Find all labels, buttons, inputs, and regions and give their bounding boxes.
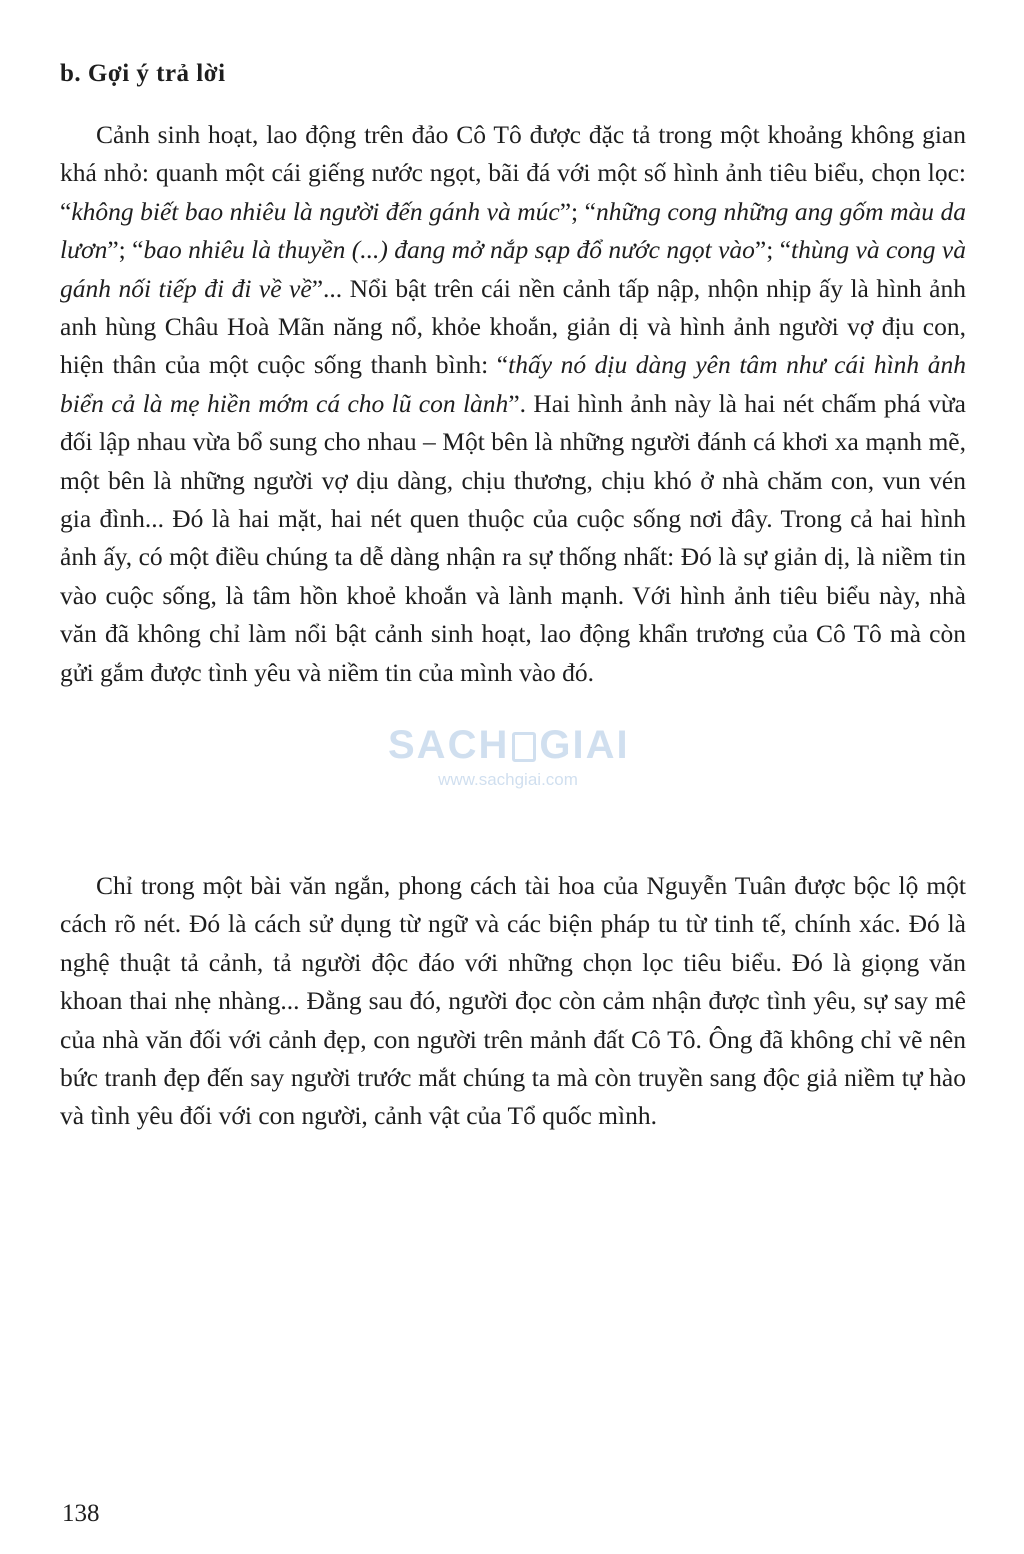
body-text: Cảnh sinh hoạt, lao động trên đảo Cô Tô được đặc tả trong một khoảng không gian khá nhỏ: quanh một cái giếng nước ngọt, bãi đá với một số hình ảnh tiêu biểu, chọn lọc: “ — [60, 120, 966, 226]
body-text: ”; “ — [559, 196, 596, 226]
body-text: ”... Nổi bật trên cái nền cảnh tấp nập, nhộn nhịp ấy là hình ảnh anh hùng Châu Hoà Mãn năng nổ, khỏe khoắn, giản dị và hình ảnh người vợ địu con, hiện thân của một cuộc sống thanh bình: “ — [60, 273, 966, 380]
quoted-text: thấy nó dịu dàng yên tâm như cái hình ảnh biển cả là mẹ hiền mớm cá cho lũ con lành — [60, 350, 966, 418]
body-text: ”; “ — [107, 235, 144, 265]
body-text: ”. Hai hình ảnh này là hai nét chấm phá vừa đối lập nhau vừa bổ sung cho nhau – Một bên là những người đánh cá khơi xa mạnh mẽ, một bên là những người vợ dịu dàng, chịu thương, chịu khó ở nhà chăm con, vun vén gia đình... Đó là hai mặt, hai nét quen thuộc của cuộc sống nơi đây. Trong cả hai hình ảnh ấy, có một điều chúng ta dễ dàng nhận ra sự thống nhất: Đó là sự giản dị, là niềm tin vào cuộc sống, là tâm hồn khoẻ khoắn và lành mạnh. Với hình ảnh tiêu biểu này, nhà văn đã không chỉ làm nổi bật cảnh sinh hoạt, lao động khẩn trương của Cô Tô mà còn gửi gắm được tình yêu và niềm tin của mình vào đó. — [60, 388, 966, 687]
page-number: 138 — [62, 1500, 100, 1527]
watermark-logo-right: GIAI — [539, 723, 630, 767]
quoted-text: bao nhiêu là thuyền (...) đang mở nắp sạp đổ nước ngọt vào — [143, 235, 755, 265]
book-icon — [512, 732, 536, 762]
quoted-text: những cong những ang gốm màu da lươn — [60, 196, 966, 265]
watermark-logo-left: SACH — [388, 723, 510, 767]
quoted-text: thùng và cong và gánh nối tiếp đi đi về về — [60, 235, 966, 303]
paragraph-2: Chỉ trong một bài văn ngắn, phong cách tài hoa của Nguyễn Tuân được bộc lộ một cách rõ nét. Đó là cách sử dụng từ ngữ và các biện pháp tu từ tinh tế, chính xác. Đó là nghệ thuật tả cảnh, tả người độc đáo với những chọn lọc tiêu biểu. Đó là giọng văn khoan thai nhẹ nhàng... Đằng sau đó, người đọc còn cảm nhận được tình yêu, sự say mê của nhà văn đối với cảnh đẹp, con người trên mảnh đất Cô Tô. Ông đã không chỉ vẽ nên bức tranh đẹp đến say người trước mắt chúng ta mà còn truyền sang độc giả niềm tự hào và tình yêu đối với con người, cảnh vật của Tổ quốc mình. — [60, 871, 966, 1131]
watermark-url: www.sachgiai.com — [438, 770, 578, 789]
section-heading: b. Gợi ý trả lời — [60, 60, 226, 87]
watermark-logo — [388, 722, 630, 768]
quoted-text: không biết bao nhiêu là người đến gánh và múc — [71, 196, 560, 226]
paragraph-1 — [60, 116, 966, 692]
sachgiai-watermark — [388, 722, 628, 822]
body-text: ”; “ — [754, 235, 792, 265]
